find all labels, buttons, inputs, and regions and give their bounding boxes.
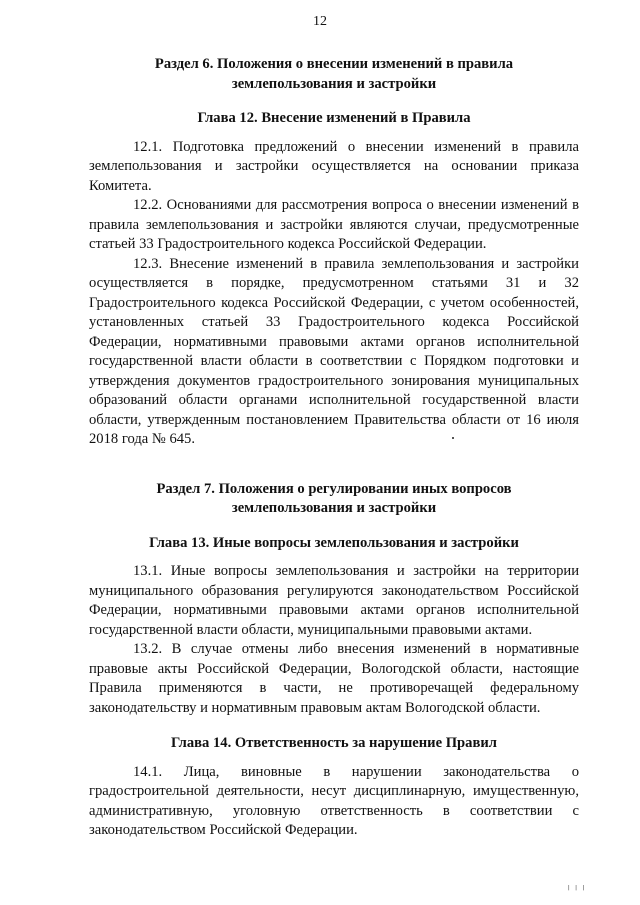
page-content [89,45,579,841]
section-7-title-line2: землепользования и застройки [231,500,437,516]
chapter-12-title: Глава 12. Внесение изменений в Правила [197,110,471,126]
section-7-title-line1: Раздел 7. Положения о регулировании иных вопросов [156,480,512,497]
section-6-title-line2: землепользования и застройки [231,75,437,92]
paragraph-13-1: 13.1. Иные вопросы землепользования и застройки на территории муниципального образования регулируются законодательством Российской Федерации, нормативными правовыми актами органов исполнительной государственной власти области, муниципальными правовыми актами. [89,563,579,638]
chapter-14-title: Глава 14. Ответственность за нарушение Правил [171,735,497,751]
paragraph-12-2: 12.2. Основаниями для рассмотрения вопроса о внесении изменений в правила землепользования и застройки являются случаи, предусмотренные статьей 33 Градостроительного кодекса Российской Федерации. [89,197,579,252]
section-7-title [89,480,579,519]
paragraph-12-3: 12.3. Внесение изменений в правила землепользования и застройки осуществляется в порядке, предусмотренном статьями 31 и 32 Градостроительного кодекса Российской Федерации, с учетом особенностей, установленных статьей 33 Градостроительного кодекса Российской Федерации, нормативными правовыми актами органов исполнительной государственной власти области в соответствии с Порядком подготовки и утверждения документов градостроительного зонирования муниципальных образований области органами исполнительной государственной власти области, утвержденным постановлением Правительства области от 16 июля 2018 года № 645. [89,255,579,447]
section-6-title-line1: Раздел 6. Положения о внесении изменений в правила [154,56,514,72]
page-number: 12 [313,14,327,29]
paragraph-14-1: 14.1. Лица, виновные в нарушении законодательства о градостроительной деятельности, несут дисциплинарную, имущественную, административную, уголовную ответственность в соответствии с законодательством Российской Федерации. [89,763,579,838]
paragraph-13-2: 13.2. В случае отмены либо внесения изменений в нормативные правовые акты Российской Федерации, Вологодской области, настоящие Правила применяются в части, не противоречащей федеральному законодательству и нормативным правовым актам Вологодской области. [89,641,579,716]
chapter-13-title: Глава 13. Иные вопросы землепользования и застройки [149,534,519,551]
scan-mark: ╷╷╷ [566,880,589,890]
scan-speck [452,437,454,439]
paragraph-12-1: 12.1. Подготовка предложений о внесении изменений в правила землепользования и застройки осуществляется на основании приказа Комитета. [89,138,579,194]
section-6-title [89,55,579,94]
